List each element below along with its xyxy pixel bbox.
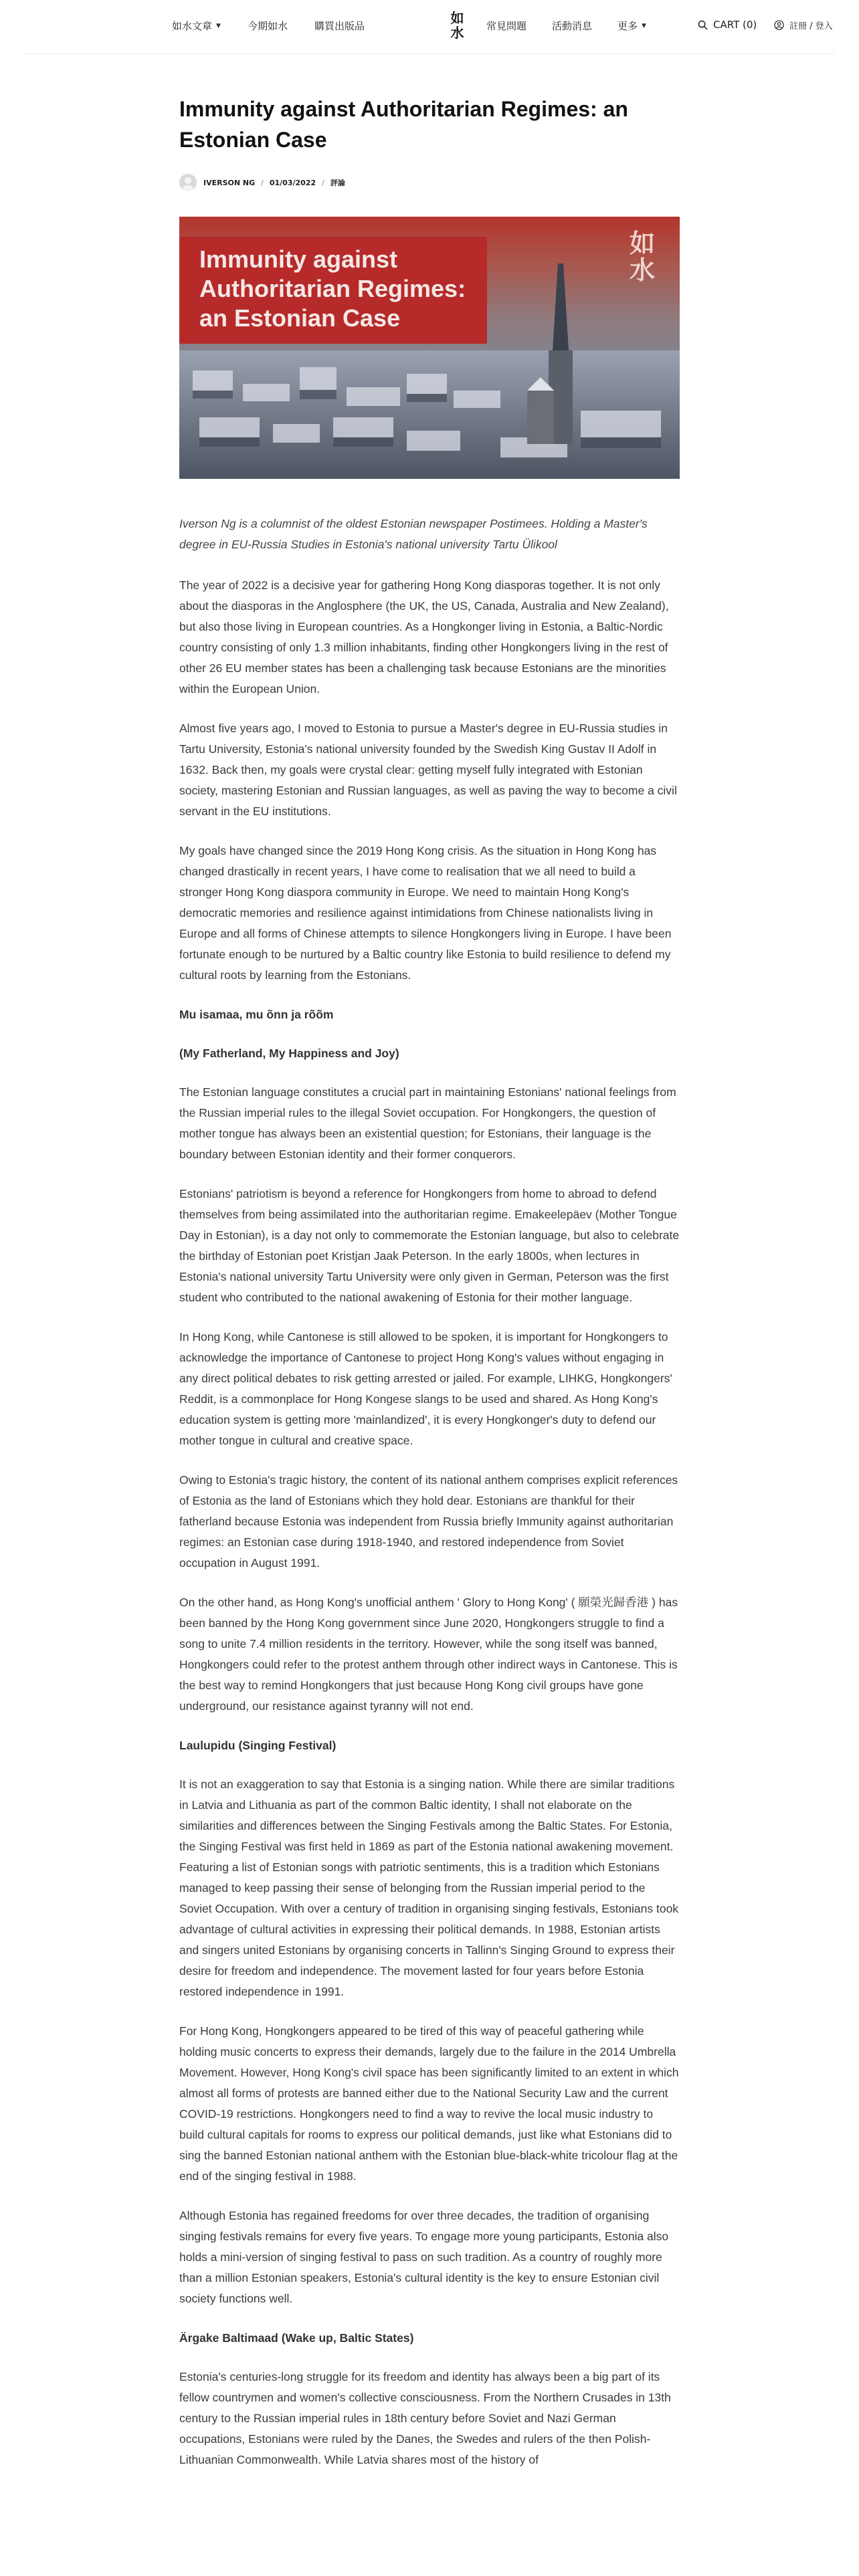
login-button[interactable]	[774, 19, 833, 31]
chevron-down-icon: ▼	[642, 22, 646, 29]
nav-item-buy-publications[interactable]	[314, 19, 365, 33]
paragraph: The year of 2022 is a decisive year for gathering Hong Kong diasporas together. It is not only about the diasporas in the Anglosphere (the UK, the US, Canada, Australia and New Zealand), but also those living in European countries. As a Hongkonger living in Estonia, a Baltic-Nordic country consisting of only 1.3 million inhabitants, finding other Hongkongers living in the rest of other 26 EU member states has been a challenging task because Estonians are the minorities within the European Union.	[179, 578, 669, 695]
paragraph: Owing to Estonia's tragic history, the content of its national anthem comprises explicit references of Estonia as the land of Estonians which they hold dear. Estonians are thankful for their fatherland because Estonia was independent from Russia briefly Immunity against authoritarian regimes: an Estonian case during 1918-1940, and restored independence from Soviet occupation in August 1991.	[179, 1473, 678, 1570]
hero-title-box	[179, 237, 487, 344]
section-heading: Mu isamaa, mu õnn ja rõõm	[179, 1008, 334, 1021]
author-intro: Iverson Ng is a columnist of the oldest Estonian newspaper Postimees. Holding a Master's degree in EU-Russia Studies in Estonia's national university Tartu Ülikool	[179, 517, 648, 551]
hero-image	[179, 217, 680, 479]
author-avatar[interactable]	[179, 174, 197, 191]
article	[179, 94, 680, 2489]
nav-item-faq[interactable]	[486, 19, 527, 33]
section-subheading: (My Fatherland, My Happiness and Joy)	[179, 1047, 399, 1060]
hero-title-text: Immunity against Authoritarian Regimes: an Estonian Case	[199, 245, 466, 332]
paragraph: The Estonian language constitutes a crucial part in maintaining Estonians' national feelings from the Russian imperial rules to the illegal Soviet occupation. For Hongkongers, the question of mother tongue has always been an existential question; for Estonians, their language is the boundary between Estonian identity and their former conquerors.	[179, 1085, 676, 1161]
section-heading: Ärgake Baltimaad (Wake up, Baltic States)	[179, 2331, 414, 2345]
nav-item-current-issue[interactable]	[248, 19, 288, 33]
hero-logo: 如 水	[629, 228, 655, 285]
article-meta	[179, 174, 680, 191]
primary-nav-right	[486, 19, 672, 33]
paragraph: Estonians' patriotism is beyond a reference for Hongkongers from home to abroad to defend themselves from being assimilated into the authoritarian regime. Emakeelepäev (Mother Tongue Day in Estonian), is a day not only to commemorate the Estonian language, but also to celebrate the birthday of Estonian poet Kristjan Jaak Peterson. In the early 1800s, when lectures in Estonia's national university Tartu University were only given in German, Peterson was the first student who contributed to the national awakening of Estonia for their mother language.	[179, 1187, 680, 1304]
meta-separator: /	[322, 178, 324, 187]
article-title: Immunity against Authoritarian Regimes: an Estonian Case	[179, 97, 628, 152]
nav-item-more[interactable]	[617, 19, 646, 33]
login-label: 註冊 / 登入	[789, 21, 833, 31]
paragraph: Estonia's centuries-long struggle for its freedom and identity has always been a big part of its fellow countrymen and women's collective consciousness. From the Northern Crusades in 13th century to the Russian imperial rules in 18th century before Soviet and Nazi German occupations, Estonians were ruled by the Danes, the Swedes and rulers of the then Polish-Lithuanian Commonwealth. While Latvia shares most of the history of	[179, 2370, 671, 2466]
cart-label: CART (0)	[713, 19, 757, 31]
nav-item-label: 更多	[617, 20, 638, 32]
nav-item-label: 活動消息	[552, 20, 593, 32]
user-icon	[774, 20, 784, 30]
cart-button[interactable]	[698, 19, 757, 31]
nav-item-label: 購買出版品	[314, 20, 365, 32]
nav-item-events[interactable]	[552, 19, 592, 33]
nav-item-articles[interactable]	[172, 19, 221, 33]
site-header	[25, 0, 834, 54]
paragraph: My goals have changed since the 2019 Hong Kong crisis. As the situation in Hong Kong has changed drastically in recent years, I have come to realisation that we all need to build a stronger Hong Kong diaspora community in Europe. We need to maintain Hong Kong's democratic memories and resilience against intimidations from Chinese nationalists living in Europe and all forms of Chinese attempts to silence Hongkongers living in Europe. I have been fortunate enough to be nurtured by a Baltic country like Estonia to build resilience to defend my cultural roots by learning from the Estonians.	[179, 844, 672, 982]
search-icon	[698, 20, 708, 30]
site-logo[interactable]: 如 水	[450, 10, 464, 41]
article-body	[179, 575, 680, 2470]
nav-item-label: 常見問題	[486, 20, 527, 32]
section-heading: Laulupidu (Singing Festival)	[179, 1739, 337, 1752]
paragraph: Although Estonia has regained freedoms for over three decades, the tradition of organising singing festivals remains for every five years. To engage more young participants, Estonia also holds a mini-version of singing festival to pass on such tradition. As a country of roughly more than a million Estonian speakers, Estonia's cultural identity is the key to ensure Estonian civil society functions well.	[179, 2209, 669, 2305]
primary-nav-left	[172, 19, 391, 33]
nav-item-label: 如水文章	[172, 20, 213, 32]
post-date: 01/03/2022	[269, 178, 316, 187]
paragraph: Almost five years ago, I moved to Estonia to pursue a Master's degree in EU-Russia studies in Tartu University, Estonia's national university founded by the Swedish King Gustav II Adolf in 1632. Back then, my goals were crystal clear: getting myself fully integrated with Estonian society, mastering Estonian and Russian languages, as well as paving the way to become a civil servant in the EU institutions.	[179, 722, 677, 818]
meta-separator: /	[261, 178, 264, 187]
paragraph: In Hong Kong, while Cantonese is still allowed to be spoken, it is important for Hongkongers to acknowledge the importance of Cantonese to project Hong Kong's values without engaging in any direct political debates to risk getting arrested or jailed. For example, LIHKG, Hongkongers' Reddit, is a commonplace for Hong Kongese slangs to be used and shared. As Hong Kong's education system is getting more 'mainlandized', it is every Hongkonger's duty to defend our mother tongue in cultural and creative space.	[179, 1330, 672, 1447]
comments-link[interactable]: 評論	[330, 179, 345, 187]
paragraph: On the other hand, as Hong Kong's unofficial anthem ' Glory to Hong Kong' ( 願榮光歸香港 ) has been banned by the Hong Kong government since June 2020, Hongkongers struggle to find a song to unite 7.4 million residents in the territory. However, while the song itself was banned, Hongkongers could refer to the protest anthem through other indirect ways in Cantonese. This is the best way to remind Hongkongers that just because Hong Kong civil groups have gone underground, our resistance against tyranny will not end.	[179, 1596, 678, 1713]
author-link[interactable]: IVERSON NG	[203, 178, 256, 187]
paragraph: It is not an exaggeration to say that Estonia is a singing nation. While there are similar traditions in Latvia and Lithuania as part of the common Baltic identity, I shall not elaborate on the similarities and differences between the Singing Festivals among the Baltic States. For Estonia, the Singing Festival was first held in 1869 as part of the Estonia national awakening movement. Featuring a list of Estonian songs with patriotic sentiments, this is a tradition which Estonians managed to keep passing their sense of belonging from the Russian imperial period to the Soviet Occupation. With over a century of tradition in organising singing festivals, Estonians took advantage of cultural activities in expressing their political demands. In 1988, Estonian artists and singers united Estonians by organising concerts in Tallinn's Singing Ground to express their desire for freedom and independence. The movement lasted for four years before Estonia restored independence in 1991.	[179, 1778, 679, 1998]
chevron-down-icon: ▼	[216, 22, 221, 29]
nav-item-label: 今期如水	[247, 20, 288, 32]
paragraph: For Hong Kong, Hongkongers appeared to be tired of this way of peaceful gathering while holding music concerts to express their demands, largely due to the failure in the 2014 Umbrella Movement. However, Hong Kong's civil space has been significantly limited to an extent in which almost all forms of protests are banned either due to the National Security Law and the current COVID-19 restrictions. Hongkongers need to find a way to revive the local music industry to build cultural capitals for rooms to express our political demands, just like what Estonians did to sing the banned Estonian national anthem with the Estonian blue-black-white tricolour flag at the end of the singing festival in 1988.	[179, 2024, 679, 2183]
